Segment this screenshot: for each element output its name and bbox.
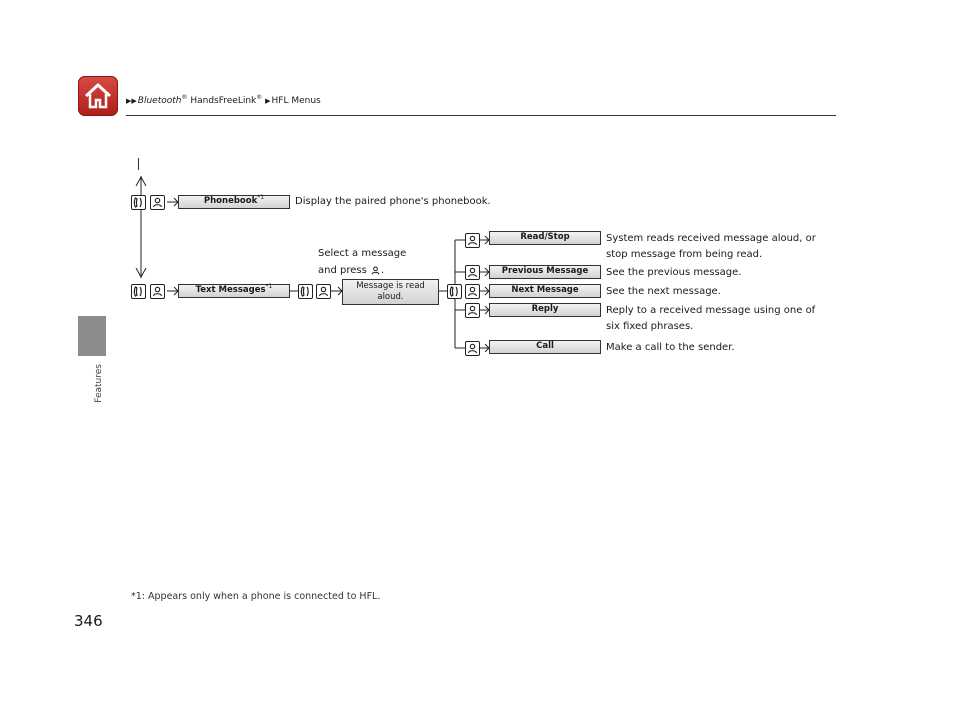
select-message-hint: Select a message and press . — [318, 248, 407, 276]
read-stop-menu-item[interactable]: Read/Stop — [489, 231, 601, 245]
talk-button-icon — [316, 284, 331, 299]
previous-message-menu-item[interactable]: Previous Message — [489, 265, 601, 279]
call-description: Make a call to the sender. — [606, 342, 735, 353]
talk-button-icon — [150, 284, 165, 299]
breadcrumb: ▶▶Bluetooth® HandsFreeLink® ▶HFL Menus — [126, 94, 321, 106]
message-read-aloud-box: Message is read aloud. — [342, 279, 439, 305]
breadcrumb-arrow-icon: ▶▶ — [126, 97, 137, 105]
talk-button-icon — [370, 265, 381, 276]
talk-button-icon — [465, 233, 480, 248]
phone-button-icon — [447, 284, 462, 299]
phonebook-description: Display the paired phone's phonebook. — [295, 196, 491, 207]
read-stop-description: System reads received message aloud, or stop message from being read. — [606, 233, 816, 260]
talk-button-icon — [465, 341, 480, 356]
next-message-menu-item[interactable]: Next Message — [489, 284, 601, 298]
phone-button-icon — [131, 195, 146, 210]
footnote: *1: Appears only when a phone is connected to HFL. — [131, 591, 381, 602]
breadcrumb-bluetooth: Bluetooth — [137, 96, 182, 106]
sidebar-section-label: Features — [94, 364, 104, 403]
text-messages-menu-item[interactable]: Text Messages$^{*1}$ — [178, 284, 290, 298]
talk-button-icon — [465, 265, 480, 280]
breadcrumb-handsfreelink: HandsFreeLink — [187, 96, 257, 106]
reply-menu-item[interactable]: Reply — [489, 303, 601, 317]
previous-message-description: See the previous message. — [606, 267, 742, 278]
phonebook-menu-item[interactable]: Phonebook$^{*1}$ — [178, 195, 290, 209]
call-menu-item[interactable]: Call — [489, 340, 601, 354]
breadcrumb-hfl-menus: HFL Menus — [271, 96, 321, 106]
reply-description: Reply to a received message using one of six fixed phrases. — [606, 305, 816, 332]
next-message-description: See the next message. — [606, 286, 721, 297]
phone-button-icon — [298, 284, 313, 299]
talk-button-icon — [150, 195, 165, 210]
phone-button-icon — [131, 284, 146, 299]
breadcrumb-arrow-icon: ▶ — [265, 97, 271, 105]
talk-button-icon — [465, 284, 480, 299]
talk-button-icon — [465, 303, 480, 318]
page-number: 346 — [74, 612, 103, 630]
